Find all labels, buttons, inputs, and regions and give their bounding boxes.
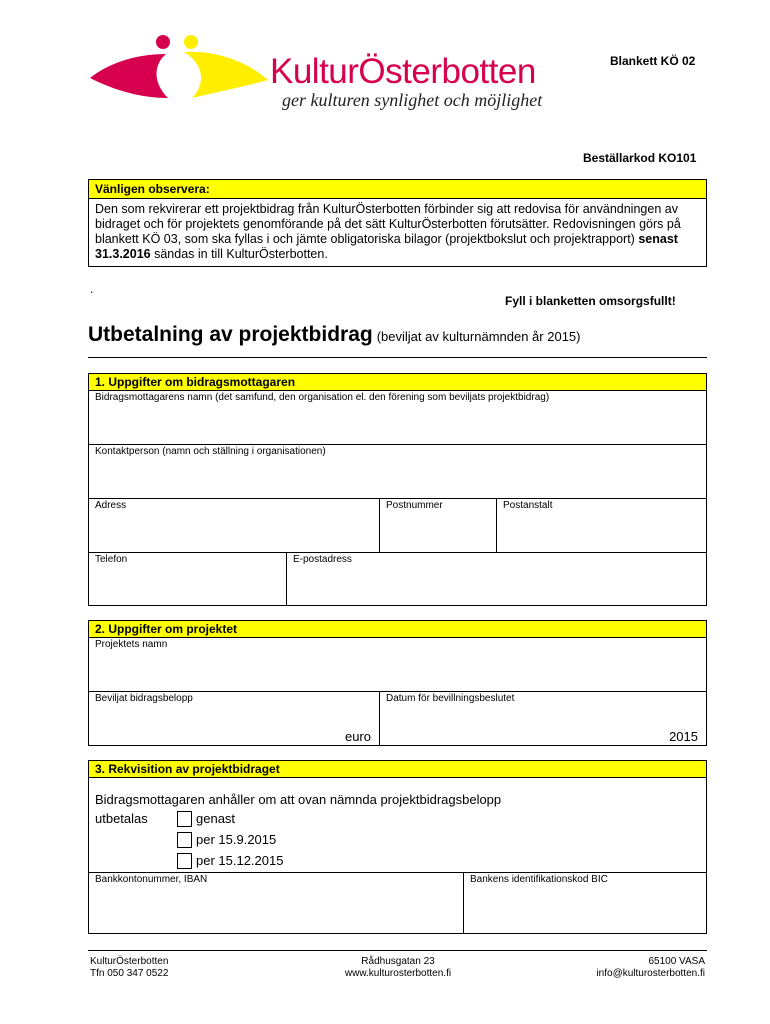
option-sept-label: per 15.9.2015: [196, 832, 277, 847]
form-code: Blankett KÖ 02: [610, 54, 696, 68]
bic-label: Bankens identifikationskod BIC: [470, 874, 608, 885]
year-label: 2015: [669, 729, 698, 744]
option-sept-checkbox[interactable]: [177, 832, 192, 848]
email-field[interactable]: [286, 552, 707, 606]
currency-label: euro: [344, 729, 371, 744]
logo-swoosh-yellow: [184, 52, 268, 98]
section2-heading: 2. Uppgifter om projektet: [88, 620, 707, 638]
request-text: Bidragsmottagaren anhåller om att ovan nämnda projektbidragsbelopp: [95, 792, 502, 807]
contact-person-label: Kontaktperson (namn och ställning i organisationen): [95, 446, 326, 457]
footer-email[interactable]: info@kulturosterbotten.fi: [596, 968, 705, 979]
granted-amount-field[interactable]: [88, 691, 380, 746]
notice-heading: Vänligen observera:: [88, 179, 707, 199]
option-dec-checkbox[interactable]: [177, 853, 192, 869]
footer-web[interactable]: www.kulturosterbotten.fi: [344, 968, 452, 979]
post-office-label: Postanstalt: [503, 500, 553, 511]
footer-divider: [88, 950, 707, 951]
order-code: Beställarkod KO101: [583, 151, 697, 165]
phone-label: Telefon: [95, 554, 128, 565]
logo-dot-magenta: [156, 35, 170, 49]
project-name-field[interactable]: [88, 637, 707, 692]
decision-date-field[interactable]: [379, 691, 707, 746]
post-office-field[interactable]: [496, 498, 707, 553]
decision-date-label: Datum för bevillningsbeslutet: [386, 693, 515, 704]
phone-field[interactable]: [88, 552, 287, 606]
logo-graphic: [88, 32, 278, 108]
logo-dot-yellow: [184, 35, 198, 49]
email-label: E-postadress: [293, 554, 352, 565]
stray-dot: .: [90, 282, 94, 296]
postal-code-label: Postnummer: [386, 500, 443, 511]
notice-text-1: Den som rekvirerar ett projektbidrag från KulturÖsterbotten förbinder sig att redovisa för användningen av bidraget och för projektets genomförande på det sätt KulturÖsterbotten förutsätter. Redovisningen görs på blankett KÖ 03, som ska fyllas i och jämte obligatoriska bilagor (projektbokslut och projektrapport): [95, 202, 681, 246]
footer-city: 65100 VASA: [648, 956, 705, 967]
notice-body: [88, 198, 707, 267]
footer-street: Rådhusgatan 23: [361, 956, 435, 967]
bic-field[interactable]: [463, 872, 707, 934]
page-title-sub: (beviljat av kulturnämnden år 2015): [376, 329, 581, 344]
notice-deadline: senast 31.3.2016: [95, 232, 678, 261]
logo-tagline: ger kulturen synlighet och möjlighet: [282, 90, 543, 110]
footer-center: [298, 956, 498, 980]
option-immediately-label: genast: [196, 811, 236, 826]
logo-wordmark: KulturÖsterbotten: [270, 52, 536, 91]
postal-code-field[interactable]: [379, 498, 497, 553]
project-name-label: Projektets namn: [95, 639, 168, 650]
logo-swoosh-magenta: [90, 54, 168, 98]
title-divider: [88, 357, 707, 358]
fill-note: Fyll i blanketten omsorgsfullt!: [505, 294, 676, 308]
page-title: [88, 323, 580, 347]
iban-label: Bankkontonummer, IBAN: [95, 874, 208, 885]
iban-field[interactable]: [88, 872, 464, 934]
footer-org: KulturÖsterbotten: [90, 956, 169, 967]
page-title-main: Utbetalning av projektbidrag: [88, 323, 373, 346]
section3-heading: 3. Rekvisition av projektbidraget: [88, 760, 707, 778]
recipient-name-field[interactable]: [88, 390, 707, 445]
recipient-name-label: Bidragsmottagarens namn (det samfund, den organisation el. den förening som beviljats projektbidrag): [95, 392, 550, 403]
requisition-box: [88, 777, 707, 873]
section1-heading: 1. Uppgifter om bidragsmottagaren: [88, 373, 707, 391]
footer-phone: Tfn 050 347 0522: [90, 968, 169, 979]
paid-label: utbetalas: [95, 811, 148, 826]
footer-left: [90, 956, 168, 980]
contact-person-field[interactable]: [88, 444, 707, 499]
option-dec-label: per 15.12.2015: [196, 853, 284, 868]
footer-right: [505, 956, 705, 980]
address-field[interactable]: [88, 498, 380, 553]
notice-text-2: sändas in till KulturÖsterbotten.: [154, 247, 328, 261]
address-label: Adress: [95, 500, 127, 511]
option-immediately-checkbox[interactable]: [177, 811, 192, 827]
granted-amount-label: Beviljat bidragsbelopp: [95, 693, 193, 704]
